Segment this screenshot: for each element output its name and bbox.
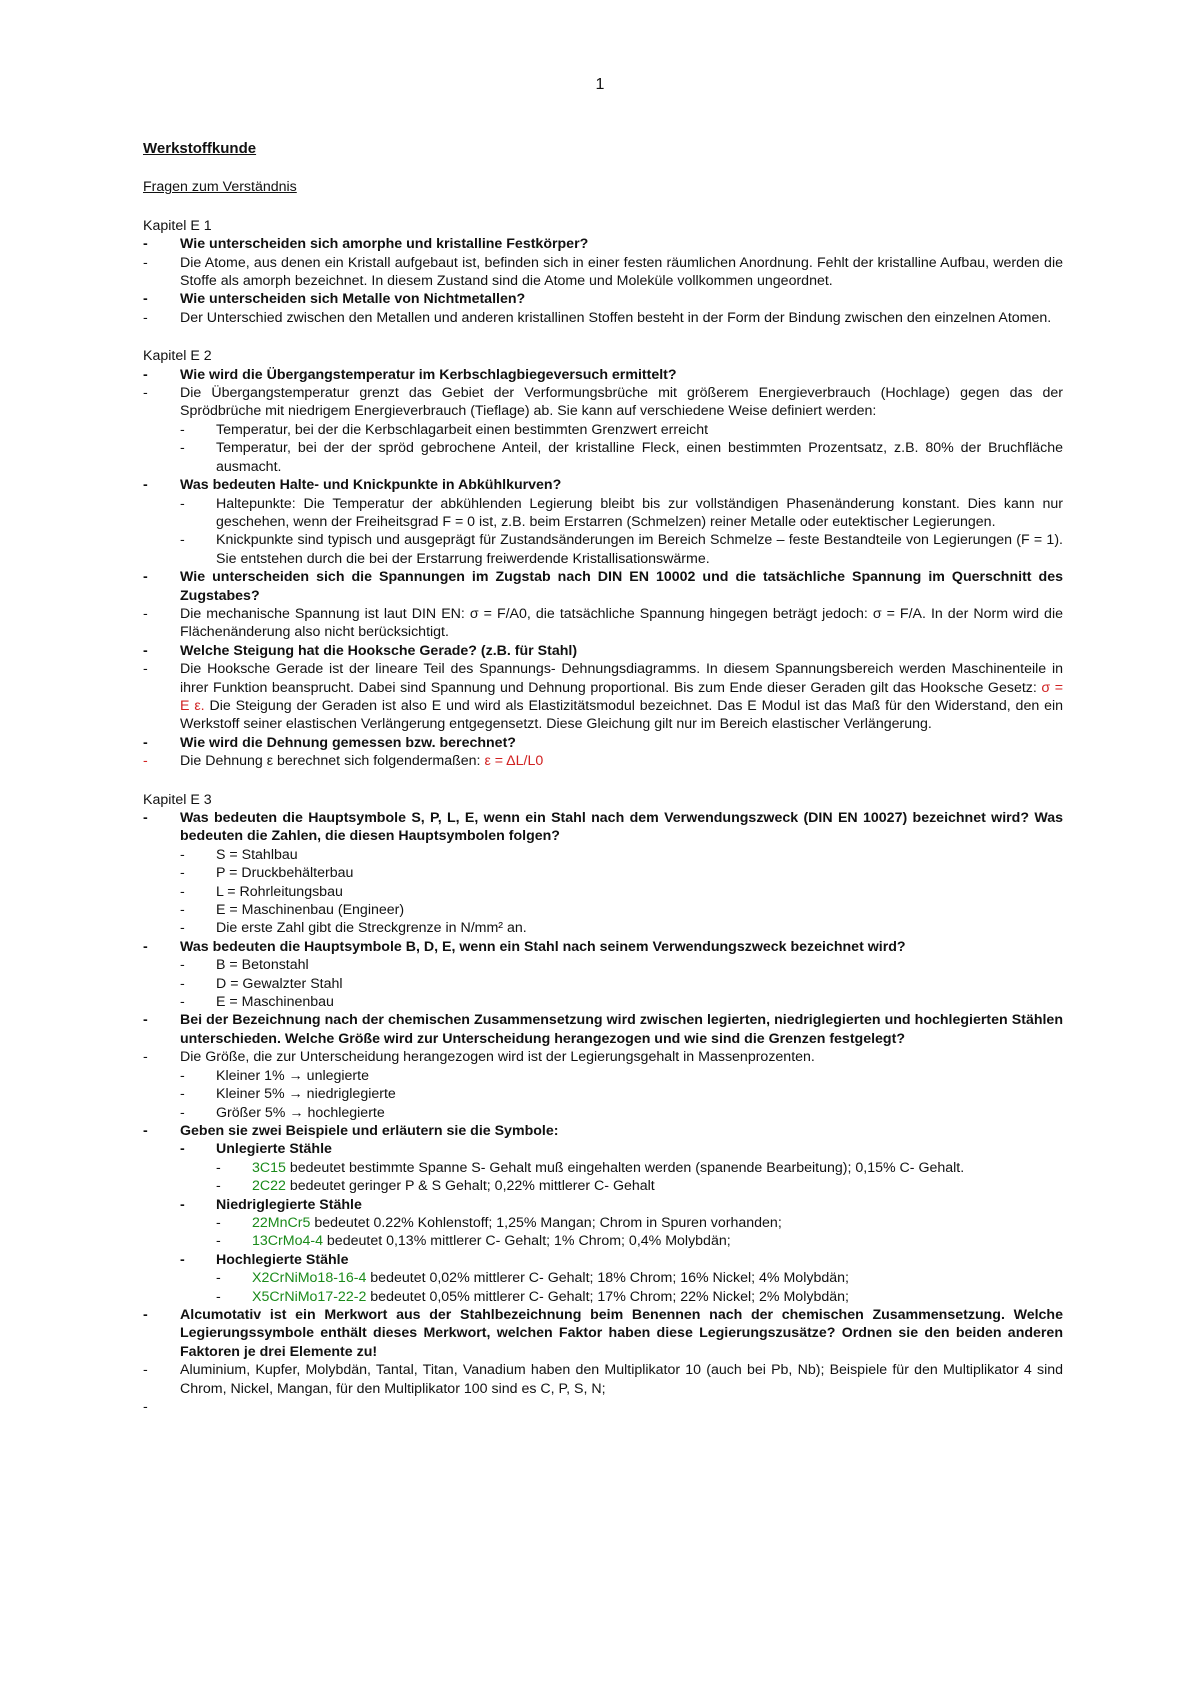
page-number: 1 [595,76,605,93]
question: - Wie unterscheiden sich amorphe und kristalline Festkörper? [143,235,1063,253]
question: - Was bedeuten die Hauptsymbole B, D, E, wenn ein Stahl nach seinem Verwendungszweck bezeichnet wird? [143,938,1063,956]
document-subtitle: Fragen zum Verständnis [143,179,297,196]
answer-text: Die Hooksche Gerade ist der lineare Teil des Spannungs- Dehnungsdiagramms. In diesem Spannungsbereich werden Maschinenteile in ihrer Funktion beansprucht. Dabei sind Spannung und Dehnung proportional. Bis zum Ende dieser Geraden gilt das Hooksche Gesetz: [180,661,1063,696]
steel-example [143,1159,1063,1177]
chapter-e3 [143,791,1063,1417]
question: - Wie unterscheiden sich Metalle von Nichtmetallen? [143,290,1063,308]
question: - Wie wird die Dehnung gemessen bzw. berechnet? [143,734,1063,752]
chapter-label: Kapitel E 1 [143,217,212,234]
answer [143,752,1063,770]
answer-subitem: - E = Maschinenbau [143,993,1063,1011]
steel-group-heading: - Niedriglegierte Stähle [143,1196,1063,1214]
steel-code: 22MnCr5 [252,1214,311,1231]
answer-subitem: - Temperatur, bei der die Kerbschlagarbeit einen bestimmten Grenzwert erreicht [143,421,1063,439]
steel-example [143,1269,1063,1287]
answer-subitem: - B = Betonstahl [143,956,1063,974]
document-title: Werkstoffkunde [143,140,257,157]
answer-subitem: - S = Stahlbau [143,846,1063,864]
steel-description: bedeutet 0,13% mittlerer C- Gehalt; 1% Chrom; 0,4% Molybdän; [326,1233,731,1250]
answer-subitem: - P = Druckbehälterbau [143,864,1063,882]
steel-code: X2CrNiMo18-16-4 [252,1270,367,1287]
question: - Was bedeuten die Hauptsymbole S, P, L, E, wenn ein Stahl nach dem Verwendungszweck (DIN EN 10027) bezeichnet wird? Was bedeuten die Zahlen, die diesen Hauptsymbolen folgen? [143,809,1063,846]
answer-subitem: - Temperatur, bei der der spröd gebrochene Anteil, der kristalline Fleck, einen bestimmten Prozentsatz, z.B. 80% der Bruchfläche ausmacht. [143,439,1063,476]
answer-subitem: - Kleiner 5% → niedriglegierte [143,1085,1063,1103]
steel-code: 2C22 [252,1178,286,1195]
steel-description: bedeutet geringer P & S Gehalt; 0,22% mittlerer C- Gehalt [289,1178,655,1195]
steel-example [143,1232,1063,1250]
steel-group-heading: - Unlegierte Stähle [143,1140,1063,1158]
answer: - Die mechanische Spannung ist laut DIN EN: σ = F/A0, die tatsächliche Spannung hingegen beträgt jedoch: σ = F/A. In der Norm wird die Flächenänderung also nicht berücksichtigt. [143,605,1063,642]
answer-subitem: - D = Gewalzter Stahl [143,975,1063,993]
hooke-formula: σ = E ε. [180,679,1063,714]
steel-code: X5CrNiMo17-22-2 [252,1288,367,1305]
steel-example [143,1177,1063,1195]
question: - Alcumotativ ist ein Merkwort aus der Stahlbezeichnung beim Benennen nach der chemischen Zusammensetzung. Welche Legierungssymbole enthält dieses Merkwort, welchen Faktor haben diese Legierungszusätze? Ordnen sie den beiden anderen Faktoren je drei Elemente zu! [143,1306,1063,1361]
steel-code: 3C15 [252,1159,286,1176]
steel-description: bedeutet 0.22% Kohlenstoff; 1,25% Mangan; Chrom in Spuren vorhanden; [314,1214,782,1231]
answer: - Aluminium, Kupfer, Molybdän, Tantal, Titan, Vanadium haben den Multiplikator 10 (auch bei Pb, Nb); Beispiele für den Multiplikator 4 sind Chrom, Nickel, Mangan, für den Multiplikator 100 sind es C, P, S, N; [143,1361,1063,1398]
answer-subitem: - Die erste Zahl gibt die Streckgrenze in N/mm² an. [143,919,1063,937]
steel-description: bedeutet 0,02% mittlerer C- Gehalt; 18% Chrom; 16% Nickel; 4% Molybdän; [370,1270,849,1287]
steel-description: bedeutet 0,05% mittlerer C- Gehalt; 17% Chrom; 22% Nickel; 2% Molybdän; [370,1288,849,1305]
question: - Was bedeuten Halte- und Knickpunkte in Abkühlkurven? [143,476,1063,494]
answer-text: Die Dehnung ε berechnet sich folgendermaßen: [180,753,481,770]
answer-subitem: - E = Maschinenbau (Engineer) [143,901,1063,919]
answer-text: Die Steigung der Geraden ist also E und wird als Elastizitätsmodul bezeichnet. Das E Modul ist das Maß für den Widerstand, den ein Werkstoff seiner elastischen Verlängerung entgegensetzt. Diese Gleichung gilt nur im Bereich elastischer Verlängerung. [180,697,1064,733]
answer: - Die Atome, aus denen ein Kristall aufgebaut ist, befinden sich in einer festen räumlichen Anordnung. Fehlt der kristalline Aufbau, werden die Stoffe als amorph bezeichnet. In diesem Zustand sind die Atome und Moleküle vollkommen ungeordnet. [143,254,1063,291]
steel-example [143,1288,1063,1306]
answer-subitem: - Größer 5% → hochlegierte [143,1104,1063,1122]
chapter-e1 [143,217,1063,327]
steel-description: bedeutet bestimmte Spanne S- Gehalt muß eingehalten werden (spanende Bearbeitung); 0,15% C- Gehalt. [289,1159,965,1176]
answer-subitem: - Kleiner 1% → unlegierte [143,1067,1063,1085]
chapter-e2 [143,347,1063,770]
empty-bullet [143,1398,1063,1416]
answer-subitem: - L = Rohrleitungsbau [143,883,1063,901]
answer: - Die Größe, die zur Unterscheidung herangezogen wird ist der Legierungsgehalt in Massenprozenten. [143,1048,1063,1066]
answer: - Der Unterschied zwischen den Metallen und anderen kristallinen Stoffen besteht in der Form der Bindung zwischen den einzelnen Atomen. [143,309,1063,327]
question: - Welche Steigung hat die Hooksche Gerade? (z.B. für Stahl) [143,642,1063,660]
strain-formula: ε = ΔL/L0 [484,753,544,770]
answer: - Die Übergangstemperatur grenzt das Gebiet der Verformungsbrüche mit größerem Energieverbrauch (Hochlage) gegen das der Sprödbrüche mit niedrigem Energieverbrauch (Tieflage) ab. Sie kann auf verschiedene Weise definiert werden: [143,384,1063,421]
document-body [143,140,1063,1416]
question: - Bei der Bezeichnung nach der chemischen Zusammensetzung wird zwischen legierten, niedriglegierten und hochlegierten Stählen unterschieden. Welche Größe wird zur Unterscheidung herangezogen und wie sind die Grenzen festgelegt? [143,1011,1063,1048]
answer [143,660,1063,734]
steel-code: 13CrMo4-4 [252,1233,323,1250]
question: - Geben sie zwei Beispiele und erläutern sie die Symbole: [143,1122,1063,1140]
answer-subitem: - Knickpunkte sind typisch und ausgeprägt für Zustandsänderungen im Bereich Schmelze – feste Bestandteile von Legierungen (F = 1). Sie entstehen durch die bei der Erstarrung freiwerdende Kristallisationswärme. [143,531,1063,568]
answer-subitem: - Haltepunkte: Die Temperatur der abkühlenden Legierung bleibt bis zur vollständigen Phasenänderung konstant. Dies kann nur geschehen, wenn der Freiheitsgrad F = 0 ist, z.B. beim Erstarren (Schmelzen) reiner Metalle oder eutektischer Legierungen. [143,495,1063,532]
steel-example [143,1214,1063,1232]
steel-group-heading: - Hochlegierte Stähle [143,1251,1063,1269]
chapter-label: Kapitel E 2 [143,348,212,365]
chapter-label: Kapitel E 3 [143,791,212,808]
question: - Wie wird die Übergangstemperatur im Kerbschlagbiegeversuch ermittelt? [143,366,1063,384]
question: - Wie unterscheiden sich die Spannungen im Zugstab nach DIN EN 10002 und die tatsächliche Spannung im Querschnitt des Zugstabes? [143,568,1063,605]
